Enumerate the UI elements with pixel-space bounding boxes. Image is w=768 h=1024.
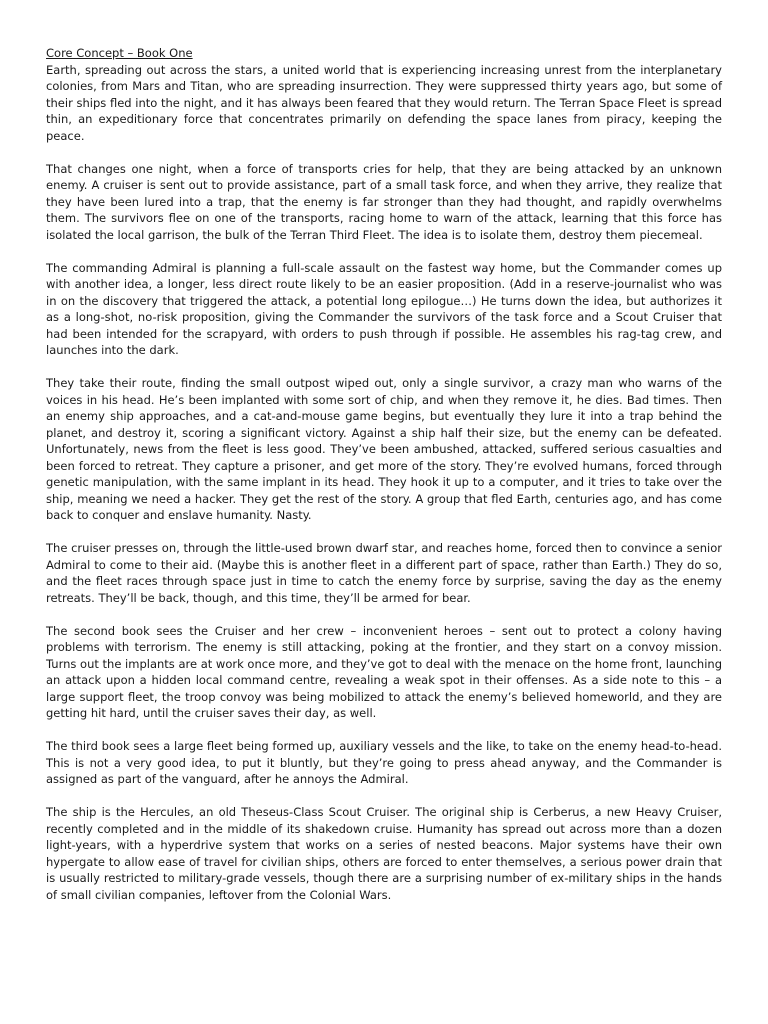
paragraph-8: The ship is the Hercules, an old Theseus-Class Scout Cruiser. The original ship is Cerberus, a new Heavy Cruiser, recently completed and in the middle of its shakedown cruise. Humanity has spread out across more than a dozen light-years, with a hyperdrive system that works on a series of nested beacons. Major systems have their own hypergate to allow ease of travel for civilian ships, others are forced to enter themselves, a serious power drain that is usually restricted to military-grade vessels, though there are a surprising number of ex-military ships in the hands of small civilian companies, leftover from the Colonial Wars. (46, 805, 722, 902)
paragraph-1: Earth, spreading out across the stars, a united world that is experiencing increasing unrest from the interplanetary colonies, from Mars and Titan, who are spreading insurrection. They were suppressed thirty years ago, but some of their ships fled into the night, and it has always been feared that they would return. The Terran Space Fleet is spread thin, an expeditionary force that concentrates primarily on defending the space lanes from piracy, keeping the peace. (46, 62, 722, 143)
paragraph-6: The second book sees the Cruiser and her crew – inconvenient heroes – sent out to protect a colony having problems with terrorism. The enemy is still attacking, poking at the frontier, and they start on a convoy mission. Turns out the implants are at work once more, and they’ve got to deal with the menace on the home front, launching an attack upon a hidden local command centre, revealing a weak spot in their offenses. As a side note to this – a large support fleet, the troop convoy was being mobilized to attack the enemy’s believed homeworld, and they are getting hit hard, until the cruiser saves their day, as well. (46, 623, 722, 720)
document-page (46, 45, 722, 920)
paragraph-2: That changes one night, when a force of transports cries for help, that they are being attacked by an unknown enemy. A cruiser is sent out to provide assistance, part of a small task force, and when they arrive, they realize that they have been lured into a trap, that the enemy is far stronger than they had thought, and rapidly overwhelms them. The survivors flee on one of the transports, racing home to warn of the attack, learning that this force has isolated the local garrison, the bulk of the Terran Third Fleet. The idea is to isolate them, destroy them piecemeal. (46, 161, 722, 242)
paragraph-4: They take their route, finding the small outpost wiped out, only a single survivor, a crazy man who warns of the voices in his head. He’s been implanted with some sort of chip, and when they remove it, he dies. Bad times. Then an enemy ship approaches, and a cat-and-mouse game begins, but eventually they lure it into a trap behind the planet, and destroy it, scoring a significant victory. Against a ship half their size, but the enemy can be defeated. Unfortunately, news from the fleet is less good. They’ve been ambushed, attacked, suffered serious casualties and been forced to retreat. They capture a prisoner, and get more of the story. They’re evolved humans, forced through genetic manipulation, with the same implant in its head. They hook it up to a computer, and it tries to take over the ship, meaning we need a hacker. They get the rest of the story. A group that fled Earth, centuries ago, and has come back to conquer and enslave humanity. Nasty. (46, 376, 722, 522)
paragraph-5: The cruiser presses on, through the little-used brown dwarf star, and reaches home, forced then to convince a senior Admiral to come to their aid. (Maybe this is another fleet in a different part of space, rather than Earth.) They do so, and the fleet races through space just in time to catch the enemy force by surprise, saving the day as the enemy retreats. They’ll be back, though, and this time, they’ll be armed for bear. (46, 541, 722, 605)
paragraph-3: The commanding Admiral is planning a full-scale assault on the fastest way home, but the Commander comes up with another idea, a longer, less direct route likely to be an easier proposition. (Add in a reserve-journalist who was in on the discovery that triggered the attack, a potential long epilogue…) He turns down the idea, but authorizes it as a long-shot, no-risk proposition, giving the Commander the survivors of the task force and a Scout Cruiser that had been intended for the scrapyard, with orders to push through if possible. He assembles his rag-tag crew, and launches into the dark. (46, 260, 722, 357)
paragraph-7: The third book sees a large fleet being formed up, auxiliary vessels and the like, to take on the enemy head-to-head. This is not a very good idea, to put it bluntly, but they’re going to press ahead anyway, and the Commander is assigned as part of the vanguard, after he annoys the Admiral. (46, 739, 722, 786)
document-heading: Core Concept – Book One (46, 46, 193, 60)
